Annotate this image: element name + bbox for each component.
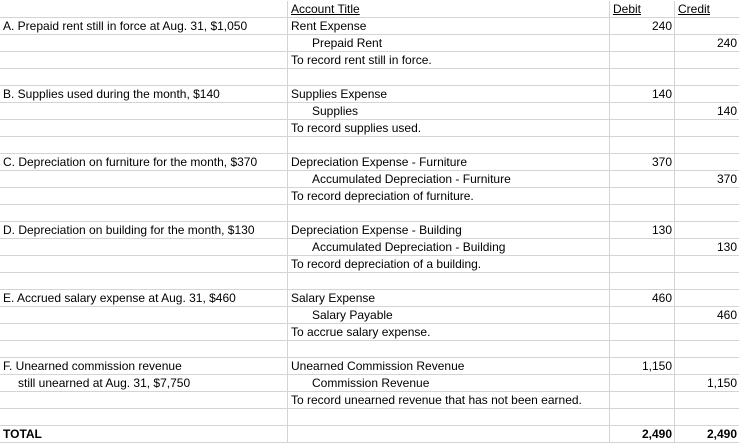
blank-cell xyxy=(610,409,675,426)
entry-b-debit-row xyxy=(0,86,739,103)
blank-cell xyxy=(0,52,288,69)
debit-amount: 370 xyxy=(610,154,675,171)
entry-explanation: To record unearned revenue that has not been earned. xyxy=(288,392,610,409)
header-desc-cell xyxy=(0,1,288,18)
blank-cell xyxy=(610,273,675,290)
blank-cell xyxy=(675,52,739,69)
header-row xyxy=(0,1,739,18)
blank-cell xyxy=(0,137,288,154)
blank-cell xyxy=(675,324,739,341)
blank-cell xyxy=(0,392,288,409)
total-credit: 2,490 xyxy=(675,426,739,443)
blank-cell xyxy=(610,52,675,69)
blank-cell xyxy=(0,69,288,86)
blank-cell xyxy=(610,256,675,273)
credit-header: Credit xyxy=(675,1,739,18)
credit-amount-empty xyxy=(675,222,739,239)
entry-a-debit-row xyxy=(0,18,739,35)
spacer-row xyxy=(0,205,739,222)
blank-cell xyxy=(0,273,288,290)
entry-b-note-row xyxy=(0,120,739,137)
entry-description-cont xyxy=(0,171,288,188)
entry-f-credit-row xyxy=(0,375,739,392)
spacer-row xyxy=(0,409,739,426)
blank-cell xyxy=(610,120,675,137)
credit-amount: 460 xyxy=(675,307,739,324)
credit-amount: 140 xyxy=(675,103,739,120)
entry-e-credit-row xyxy=(0,307,739,324)
spacer-row xyxy=(0,137,739,154)
credit-amount: 1,150 xyxy=(675,375,739,392)
blank-cell xyxy=(610,137,675,154)
blank-cell xyxy=(288,426,610,443)
entry-c-note-row xyxy=(0,188,739,205)
spacer-row xyxy=(0,273,739,290)
debit-amount: 130 xyxy=(610,222,675,239)
blank-cell xyxy=(610,188,675,205)
blank-cell xyxy=(675,205,739,222)
entry-description: E. Accrued salary expense at Aug. 31, $460 xyxy=(0,290,288,307)
blank-cell xyxy=(675,256,739,273)
blank-cell xyxy=(288,69,610,86)
blank-cell xyxy=(675,120,739,137)
entry-a-credit-row xyxy=(0,35,739,52)
entry-explanation: To record supplies used. xyxy=(288,120,610,137)
credit-account: Salary Payable xyxy=(288,307,610,324)
credit-amount: 130 xyxy=(675,239,739,256)
blank-cell xyxy=(288,341,610,358)
blank-cell xyxy=(610,205,675,222)
debit-account: Depreciation Expense - Furniture xyxy=(288,154,610,171)
debit-amount-empty xyxy=(610,35,675,52)
total-label: TOTAL xyxy=(0,426,288,443)
credit-account: Prepaid Rent xyxy=(288,35,610,52)
entry-explanation: To record depreciation of a building. xyxy=(288,256,610,273)
credit-account: Accumulated Depreciation - Building xyxy=(288,239,610,256)
debit-account: Supplies Expense xyxy=(288,86,610,103)
total-row xyxy=(0,426,739,443)
debit-amount: 1,150 xyxy=(610,358,675,375)
credit-account: Supplies xyxy=(288,103,610,120)
blank-cell xyxy=(675,409,739,426)
debit-account: Salary Expense xyxy=(288,290,610,307)
credit-amount-empty xyxy=(675,290,739,307)
credit-account: Commission Revenue xyxy=(288,375,610,392)
debit-amount-empty xyxy=(610,171,675,188)
blank-cell xyxy=(0,188,288,205)
credit-amount-empty xyxy=(675,86,739,103)
blank-cell xyxy=(675,392,739,409)
blank-cell xyxy=(0,205,288,222)
blank-cell xyxy=(0,409,288,426)
debit-amount: 240 xyxy=(610,18,675,35)
spacer-row xyxy=(0,69,739,86)
spacer-row xyxy=(0,341,739,358)
entry-explanation: To accrue salary expense. xyxy=(288,324,610,341)
debit-amount: 460 xyxy=(610,290,675,307)
credit-amount-empty xyxy=(675,18,739,35)
blank-cell xyxy=(675,341,739,358)
blank-cell xyxy=(0,324,288,341)
entry-c-credit-row xyxy=(0,171,739,188)
blank-cell xyxy=(610,392,675,409)
entry-description: C. Depreciation on furniture for the month, $370 xyxy=(0,154,288,171)
blank-cell xyxy=(288,273,610,290)
credit-amount-empty xyxy=(675,358,739,375)
entry-a-note-row xyxy=(0,52,739,69)
entry-description: A. Prepaid rent still in force at Aug. 31, $1,050 xyxy=(0,18,288,35)
entry-c-debit-row xyxy=(0,154,739,171)
entry-explanation: To record depreciation of furniture. xyxy=(288,188,610,205)
blank-cell xyxy=(610,341,675,358)
blank-cell xyxy=(288,137,610,154)
entry-description: B. Supplies used during the month, $140 xyxy=(0,86,288,103)
entry-explanation: To record rent still in force. xyxy=(288,52,610,69)
blank-cell xyxy=(0,256,288,273)
entry-f-debit-row xyxy=(0,358,739,375)
blank-cell xyxy=(675,69,739,86)
blank-cell xyxy=(0,120,288,137)
entry-d-debit-row xyxy=(0,222,739,239)
credit-amount-empty xyxy=(675,154,739,171)
blank-cell xyxy=(675,188,739,205)
entry-description-cont xyxy=(0,103,288,120)
entry-d-note-row xyxy=(0,256,739,273)
blank-cell xyxy=(675,137,739,154)
entry-e-note-row xyxy=(0,324,739,341)
debit-account: Unearned Commission Revenue xyxy=(288,358,610,375)
entry-description-cont xyxy=(0,35,288,52)
blank-cell xyxy=(610,324,675,341)
blank-cell xyxy=(0,341,288,358)
debit-amount-empty xyxy=(610,103,675,120)
blank-cell xyxy=(610,69,675,86)
debit-account: Depreciation Expense - Building xyxy=(288,222,610,239)
account-title-header: Account Title xyxy=(288,1,610,18)
entry-f-note-row xyxy=(0,392,739,409)
entry-d-credit-row xyxy=(0,239,739,256)
entry-description-cont: still unearned at Aug. 31, $7,750 xyxy=(0,375,288,392)
debit-amount-empty xyxy=(610,375,675,392)
entry-e-debit-row xyxy=(0,290,739,307)
debit-header: Debit xyxy=(610,1,675,18)
debit-account: Rent Expense xyxy=(288,18,610,35)
entry-description-cont xyxy=(0,307,288,324)
blank-cell xyxy=(288,205,610,222)
entry-description: D. Depreciation on building for the month, $130 xyxy=(0,222,288,239)
debit-amount-empty xyxy=(610,307,675,324)
entry-description-cont xyxy=(0,239,288,256)
entry-description: F. Unearned commission revenue xyxy=(0,358,288,375)
debit-amount-empty xyxy=(610,239,675,256)
debit-amount: 140 xyxy=(610,86,675,103)
total-debit: 2,490 xyxy=(610,426,675,443)
blank-cell xyxy=(288,409,610,426)
blank-cell xyxy=(675,273,739,290)
credit-account: Accumulated Depreciation - Furniture xyxy=(288,171,610,188)
credit-amount: 370 xyxy=(675,171,739,188)
credit-amount: 240 xyxy=(675,35,739,52)
entry-b-credit-row xyxy=(0,103,739,120)
